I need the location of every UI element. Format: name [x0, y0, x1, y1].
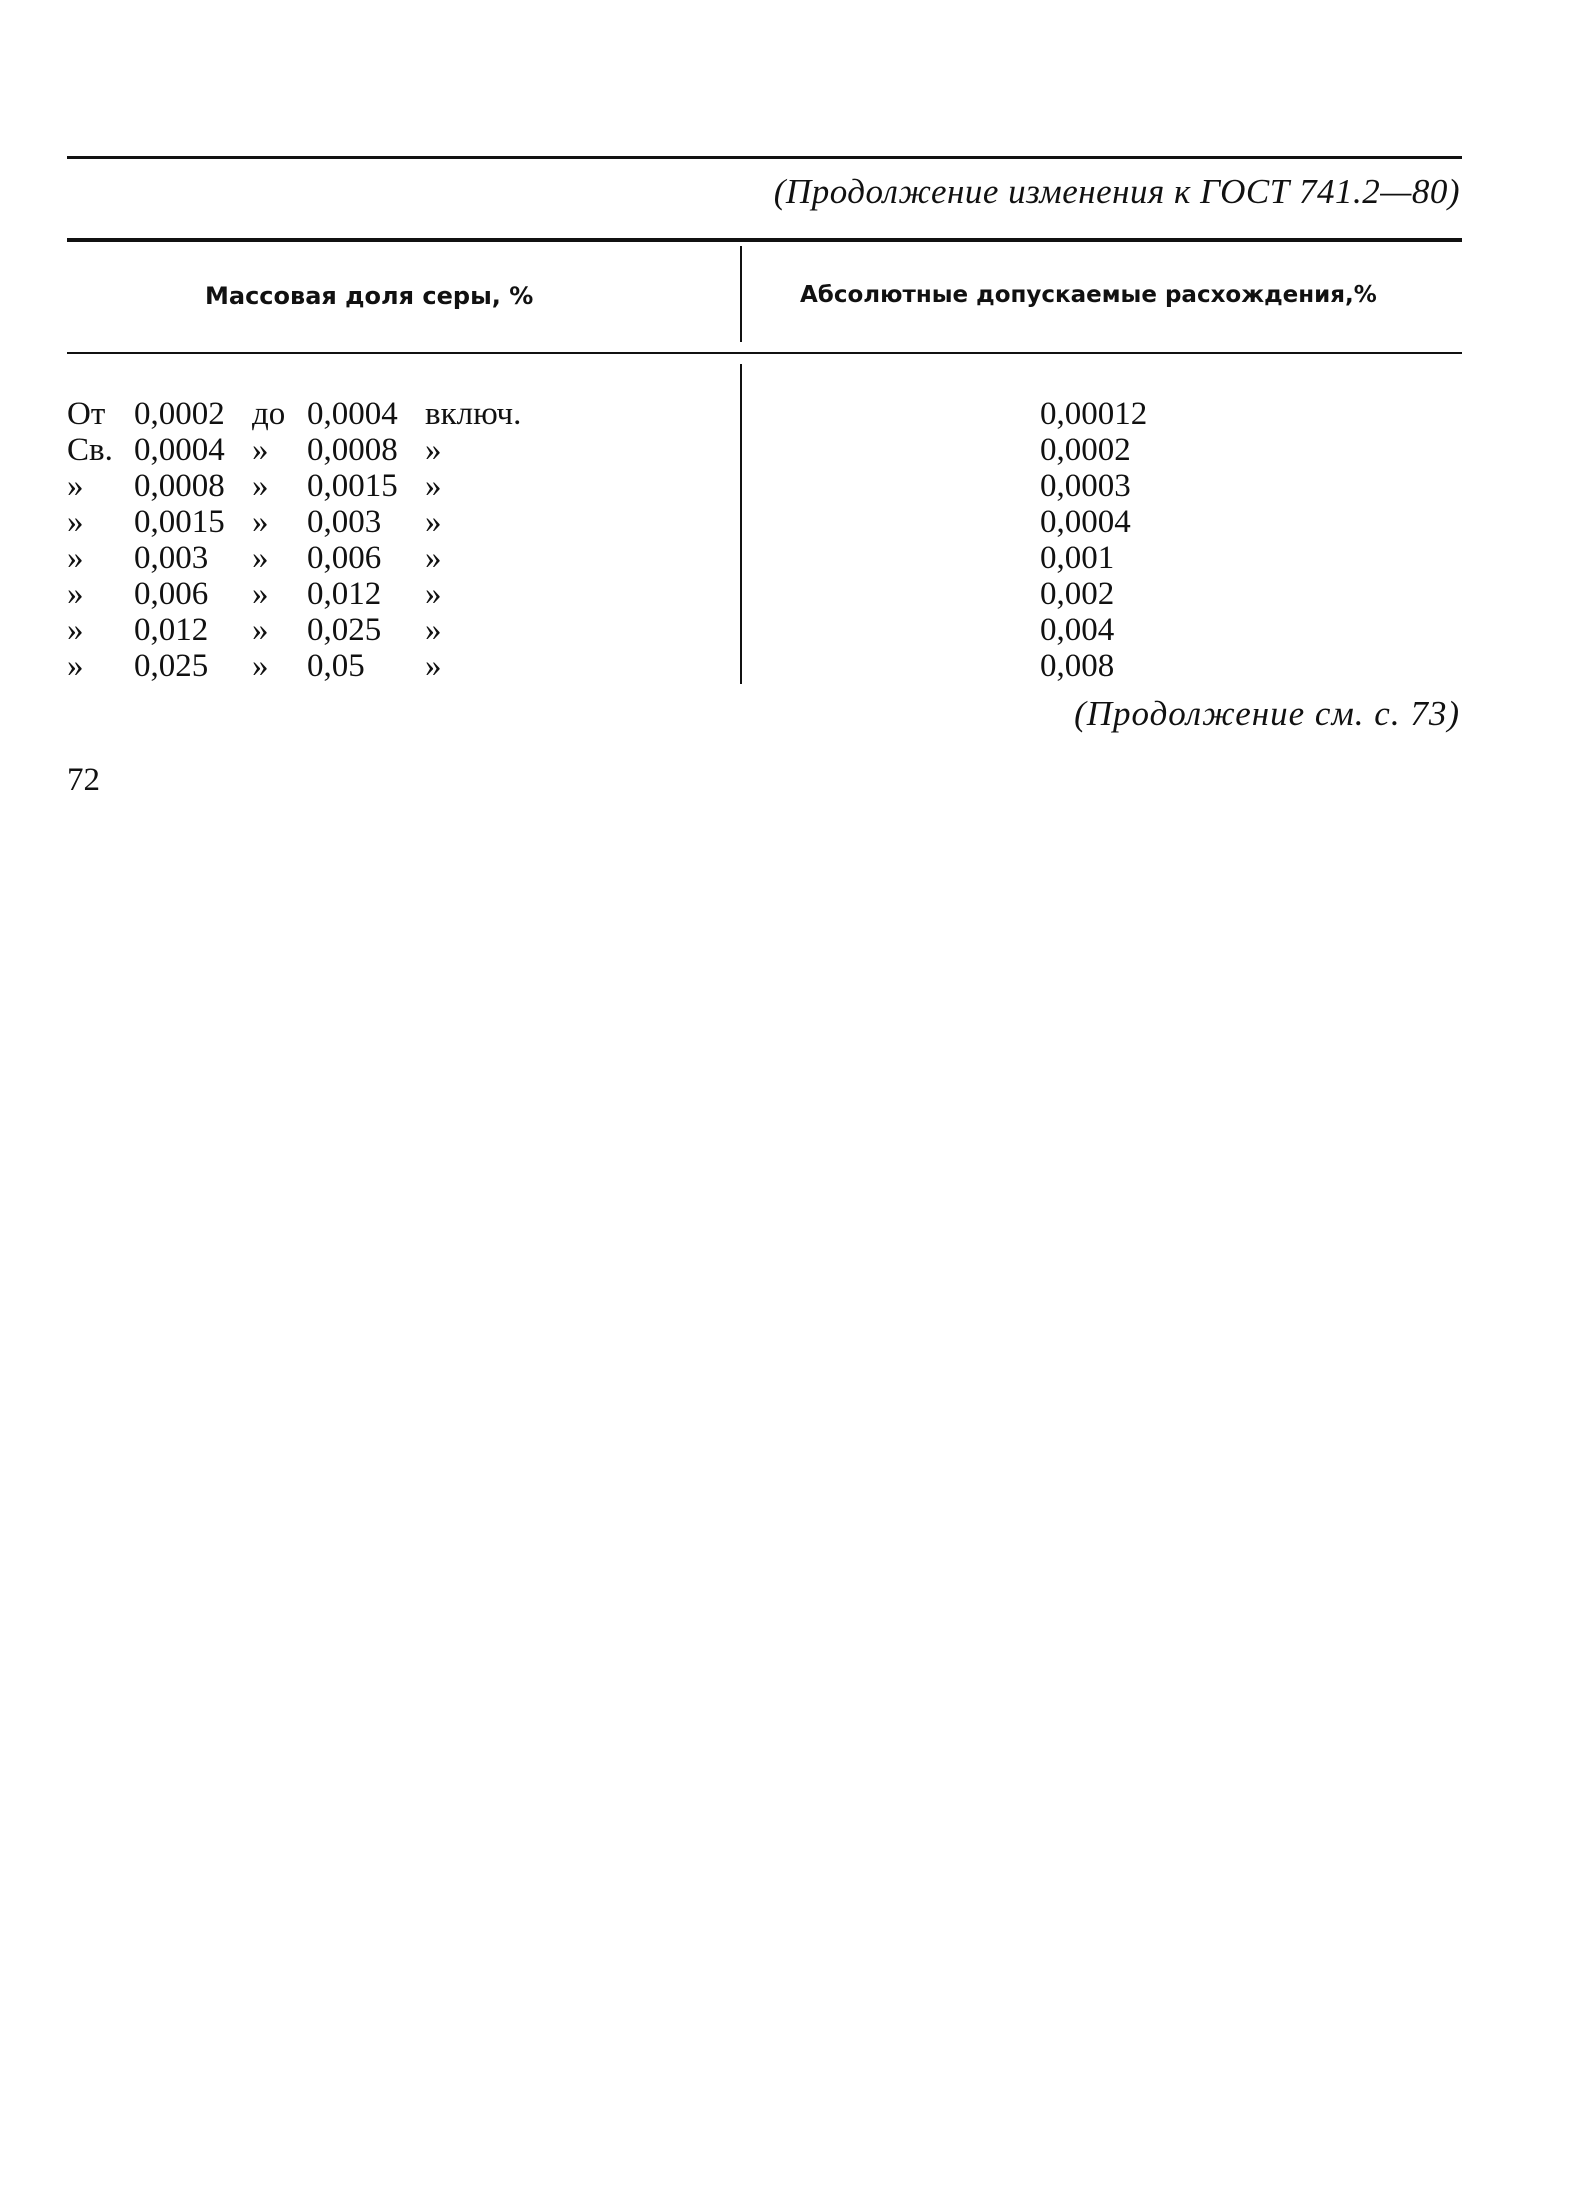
cell-value: 0,002: [1040, 576, 1115, 612]
cell-tail: »: [425, 540, 442, 576]
cell-conj: »: [252, 576, 269, 612]
table-row: [0, 396, 1590, 432]
cell-to: 0,025: [307, 612, 382, 648]
table-row: [0, 612, 1590, 648]
cell-tail: »: [425, 612, 442, 648]
page-number: 72: [67, 762, 100, 798]
cell-to: 0,0008: [307, 432, 398, 468]
cell-prefix: »: [67, 540, 84, 576]
cell-conj: »: [252, 648, 269, 684]
cell-tail: »: [425, 504, 442, 540]
cell-from: 0,0015: [134, 504, 225, 540]
table-row: [0, 504, 1590, 540]
cell-value: 0,008: [1040, 648, 1115, 684]
continuation-note: (Продолжение см. с. 73): [1074, 694, 1460, 733]
top-rule: [67, 156, 1462, 159]
cell-prefix: От: [67, 396, 106, 432]
cell-prefix: Св.: [67, 432, 113, 468]
cell-from: 0,006: [134, 576, 209, 612]
table-row: [0, 432, 1590, 468]
table-row: [0, 648, 1590, 684]
table-row: [0, 576, 1590, 612]
cell-value: 0,0002: [1040, 432, 1131, 468]
cell-to: 0,0015: [307, 468, 398, 504]
cell-from: 0,0008: [134, 468, 225, 504]
cell-to: 0,05: [307, 648, 365, 684]
cell-value: 0,0003: [1040, 468, 1131, 504]
cell-value: 0,0004: [1040, 504, 1131, 540]
cell-conj: »: [252, 540, 269, 576]
cell-to: 0,012: [307, 576, 382, 612]
cell-prefix: »: [67, 504, 84, 540]
cell-value: 0,004: [1040, 612, 1115, 648]
column-header-tolerance: Абсолютные допускаемые расхождения,%: [800, 282, 1377, 308]
cell-prefix: »: [67, 576, 84, 612]
header-rule: [67, 352, 1462, 354]
cell-conj: до: [252, 396, 286, 432]
cell-tail: »: [425, 468, 442, 504]
column-divider-header: [740, 246, 742, 342]
cell-tail: включ.: [425, 396, 522, 432]
cell-tail: »: [425, 432, 442, 468]
cell-from: 0,012: [134, 612, 209, 648]
cell-to: 0,003: [307, 504, 382, 540]
cell-conj: »: [252, 612, 269, 648]
cell-tail: »: [425, 648, 442, 684]
cell-conj: »: [252, 432, 269, 468]
cell-prefix: »: [67, 612, 84, 648]
cell-conj: »: [252, 504, 269, 540]
cell-from: 0,025: [134, 648, 209, 684]
cell-value: 0,001: [1040, 540, 1115, 576]
cell-from: 0,0004: [134, 432, 225, 468]
column-header-sulfur-fraction: Массовая доля серы, %: [205, 282, 534, 310]
cell-value: 0,00012: [1040, 396, 1148, 432]
table-row: [0, 540, 1590, 576]
running-head: (Продолжение изменения к ГОСТ 741.2—80): [773, 172, 1460, 211]
cell-from: 0,003: [134, 540, 209, 576]
cell-prefix: »: [67, 468, 84, 504]
cell-tail: »: [425, 576, 442, 612]
cell-conj: »: [252, 468, 269, 504]
cell-from: 0,0002: [134, 396, 225, 432]
cell-prefix: »: [67, 648, 84, 684]
table-row: [0, 468, 1590, 504]
cell-to: 0,006: [307, 540, 382, 576]
table-top-rule: [67, 238, 1462, 242]
cell-to: 0,0004: [307, 396, 398, 432]
